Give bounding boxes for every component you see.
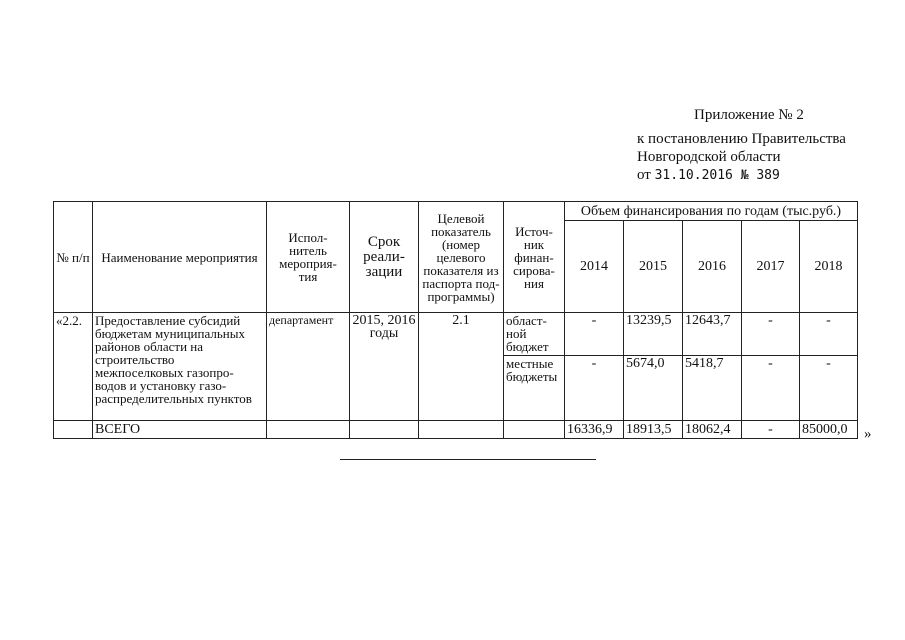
appendix-date-number: 31.10.2016 № 389 — [654, 168, 780, 183]
appendix-line-1: к постановлению Правительства — [637, 131, 846, 147]
value-cell: 12643,7 — [683, 313, 742, 356]
header-num: № п/п — [54, 202, 93, 313]
header-year: 2016 — [683, 221, 742, 313]
value-cell: - — [800, 313, 858, 356]
row-indicator: 2.1 — [419, 313, 504, 421]
total-value: 16336,9 — [565, 421, 624, 439]
header-funding: Объем финансирования по годам (тыс.руб.) — [565, 202, 858, 221]
value-cell: 5674,0 — [624, 356, 683, 421]
value-cell: - — [800, 356, 858, 421]
funding-table — [53, 201, 858, 439]
total-value: - — [742, 421, 800, 439]
source-name: област- ной бюджет — [504, 313, 565, 356]
header-year: 2017 — [742, 221, 800, 313]
total-empty-cell — [419, 421, 504, 439]
total-label: ВСЕГО — [93, 421, 267, 439]
header-year: 2015 — [624, 221, 683, 313]
closing-quote: » — [864, 426, 872, 442]
total-empty-cell — [504, 421, 565, 439]
value-cell: - — [565, 313, 624, 356]
total-value: 18062,4 — [683, 421, 742, 439]
total-empty-cell — [350, 421, 419, 439]
row-name: Предоставление субсидий бюджетам муниципальных районов области на строительство межпоселковых газопро- водов и установку газо- распределительных пунктов — [93, 313, 267, 421]
row-num: «2.2. — [54, 313, 93, 421]
header-executor: Испол- нитель мероприя- тия — [267, 202, 350, 313]
value-cell: 5418,7 — [683, 356, 742, 421]
header-year: 2014 — [565, 221, 624, 313]
header-name: Наименование мероприятия — [93, 202, 267, 313]
row-term: 2015, 2016 годы — [350, 313, 419, 421]
header-indicator: Целевой показатель (номер целевого показателя из паспорта под- программы) — [419, 202, 504, 313]
total-empty-cell — [54, 421, 93, 439]
total-value: 18913,5 — [624, 421, 683, 439]
appendix-line-2: Новгородской области — [637, 149, 781, 165]
separator-line — [340, 459, 596, 460]
value-cell: - — [742, 313, 800, 356]
source-name: местные бюджеты — [504, 356, 565, 421]
value-cell: - — [565, 356, 624, 421]
appendix-line-3 — [637, 166, 780, 185]
header-source: Источ- ник финан- сирова- ния — [504, 202, 565, 313]
appendix-date-prefix: от — [637, 167, 655, 183]
appendix-title: Приложение № 2 — [694, 107, 804, 123]
header-term: Срок реали- зации — [350, 202, 419, 313]
header-year: 2018 — [800, 221, 858, 313]
value-cell: - — [742, 356, 800, 421]
total-value: 85000,0 — [800, 421, 858, 439]
total-empty-cell — [267, 421, 350, 439]
row-executor: департамент — [267, 313, 350, 421]
value-cell: 13239,5 — [624, 313, 683, 356]
